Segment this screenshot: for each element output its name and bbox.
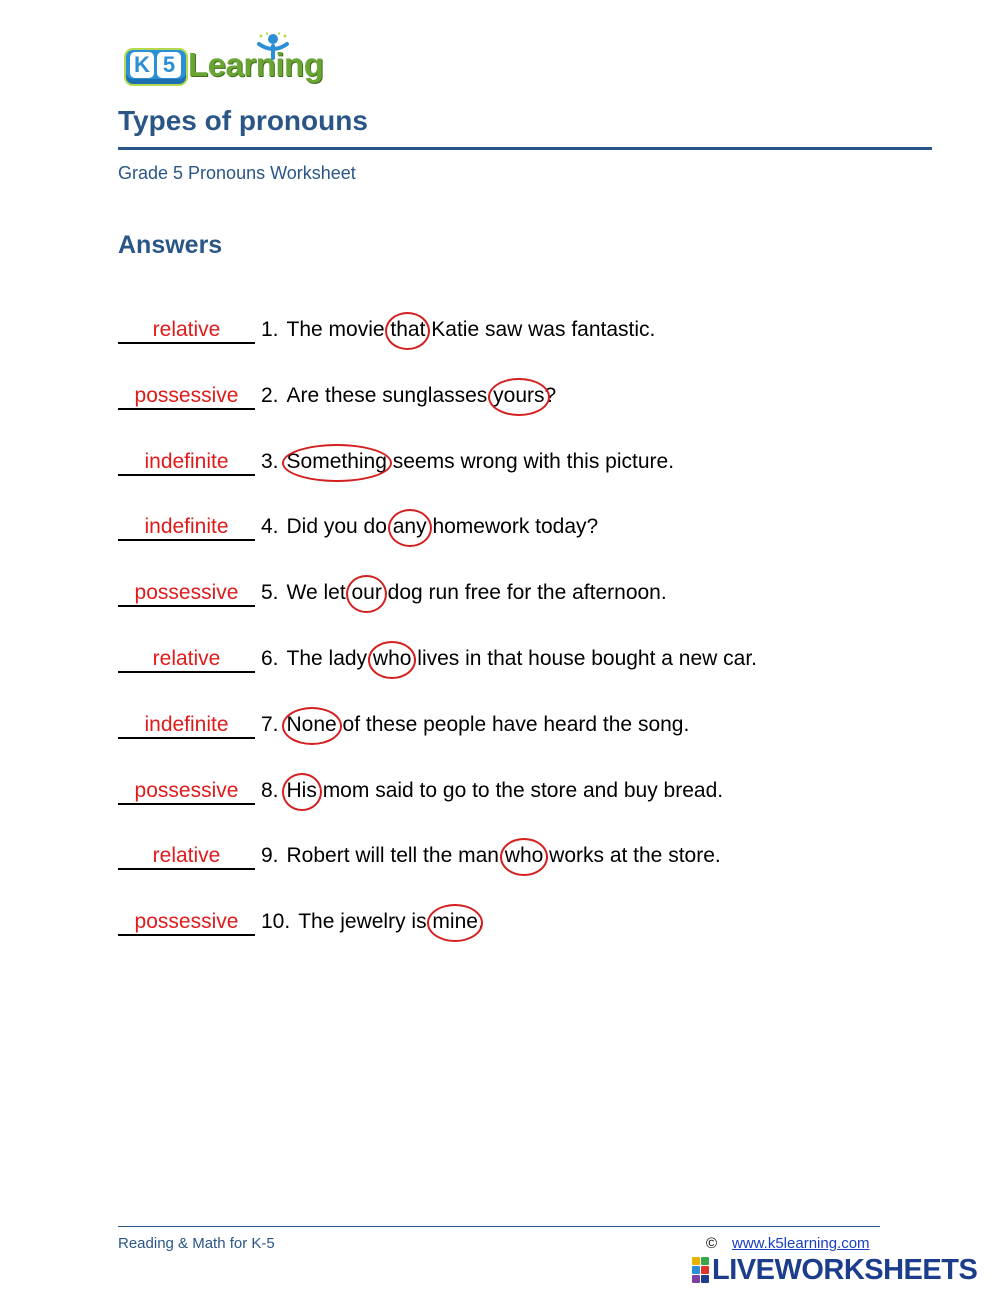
- question-sentence: [287, 513, 599, 541]
- question-sentence: [287, 382, 557, 410]
- answer-blank[interactable]: [118, 579, 255, 607]
- sentence-after: mom said to go to the store and buy bread.: [316, 779, 724, 802]
- logo-wordmark: Learning: [188, 46, 324, 83]
- question-number: 9.: [261, 844, 279, 867]
- circled-pronoun: any: [393, 513, 427, 541]
- circled-pronoun: yours: [493, 382, 544, 410]
- question-number: 8.: [261, 779, 279, 802]
- answer-blank[interactable]: [118, 777, 255, 805]
- question-sentence: [287, 316, 656, 344]
- k5-learning-logo: [120, 36, 335, 92]
- sentence-after: Katie saw was fantastic.: [425, 318, 656, 341]
- circled-pronoun: that: [390, 316, 425, 344]
- footer-divider: [118, 1226, 880, 1227]
- answer-blank[interactable]: [118, 382, 255, 410]
- copyright-symbol: ©: [706, 1235, 718, 1252]
- answer-blank[interactable]: [118, 316, 255, 344]
- answer-blank[interactable]: [118, 645, 255, 673]
- sentence-before: Are these sunglasses: [286, 384, 494, 407]
- sentence-after: dog run free for the afternoon.: [381, 581, 667, 604]
- sentence-after: homework today?: [426, 515, 599, 538]
- sentence-after: seems wrong with this picture.: [386, 450, 675, 473]
- answer-text: relative: [152, 647, 221, 670]
- question-number: 1.: [261, 318, 279, 341]
- circled-pronoun: who: [373, 645, 412, 673]
- circled-pronoun: None: [287, 711, 337, 739]
- question-number: 2.: [261, 384, 279, 407]
- question-sentence: [287, 842, 721, 870]
- question-sentence: [287, 448, 675, 476]
- sentence-before: The jewelry is: [298, 910, 433, 933]
- k5-badge: [124, 48, 188, 86]
- answer-text: possessive: [134, 910, 239, 933]
- question-row: [118, 382, 556, 416]
- question-row: [118, 777, 723, 811]
- page-title: Types of pronouns: [118, 105, 368, 136]
- question-number: 6.: [261, 647, 279, 670]
- liveworksheets-logo: [692, 1253, 992, 1287]
- question-sentence: [287, 711, 690, 739]
- answer-text: relative: [152, 318, 221, 341]
- sentence-before: Did you do: [286, 515, 393, 538]
- question-sentence: [287, 579, 667, 607]
- question-number: 4.: [261, 515, 279, 538]
- answer-text: possessive: [134, 581, 239, 604]
- k5-badge-5: 5: [157, 52, 181, 78]
- answer-text: indefinite: [144, 713, 229, 736]
- question-number: 7.: [261, 713, 279, 736]
- question-sentence: [298, 908, 484, 936]
- question-row: [118, 842, 721, 876]
- question-sentence: [287, 645, 757, 673]
- answers-heading: Answers: [118, 231, 223, 259]
- sentence-after: works at the store.: [543, 844, 721, 867]
- question-row: [118, 645, 757, 679]
- sentence-after: lives in that house bought a new car.: [411, 647, 757, 670]
- question-number: 5.: [261, 581, 279, 604]
- k5learning-link[interactable]: www.k5learning.com: [732, 1235, 870, 1252]
- question-row: [118, 908, 484, 942]
- liveworksheets-icon: [692, 1257, 710, 1283]
- sentence-before: Robert will tell the man: [286, 844, 505, 867]
- answer-blank[interactable]: [118, 513, 255, 541]
- page-subtitle: Grade 5 Pronouns Worksheet: [118, 163, 356, 183]
- answer-text: indefinite: [144, 515, 229, 538]
- sentence-after: .: [477, 910, 484, 933]
- question-row: [118, 579, 667, 613]
- answer-blank[interactable]: [118, 842, 255, 870]
- question-number: 10.: [261, 910, 291, 933]
- question-row: [118, 316, 655, 350]
- circled-pronoun: mine: [432, 908, 478, 936]
- answer-text: indefinite: [144, 450, 229, 473]
- answer-text: possessive: [134, 779, 239, 802]
- sentence-before: The movie: [286, 318, 391, 341]
- footer-tagline: Reading & Math for K-5: [118, 1235, 275, 1252]
- question-sentence: [287, 777, 724, 805]
- answer-text: possessive: [134, 384, 239, 407]
- liveworksheets-wordmark: LIVEWORKSHEETS: [712, 1254, 978, 1286]
- answer-blank[interactable]: [118, 448, 255, 476]
- person-icon: [253, 32, 293, 62]
- circled-pronoun: Something: [287, 448, 387, 476]
- k5-badge-k: K: [130, 52, 154, 78]
- circled-pronoun: our: [351, 579, 381, 607]
- answer-blank[interactable]: [118, 908, 255, 936]
- question-number: 3.: [261, 450, 279, 473]
- sentence-after: of these people have heard the song.: [336, 713, 690, 736]
- question-row: [118, 448, 674, 482]
- answer-text: relative: [152, 844, 221, 867]
- title-divider: [118, 147, 932, 150]
- answer-blank[interactable]: [118, 711, 255, 739]
- sentence-after: ?: [544, 384, 557, 407]
- circled-pronoun: His: [287, 777, 317, 805]
- sentence-before: The lady: [286, 647, 373, 670]
- question-row: [118, 711, 689, 745]
- question-row: [118, 513, 598, 547]
- sentence-before: We let: [286, 581, 352, 604]
- circled-pronoun: who: [505, 842, 544, 870]
